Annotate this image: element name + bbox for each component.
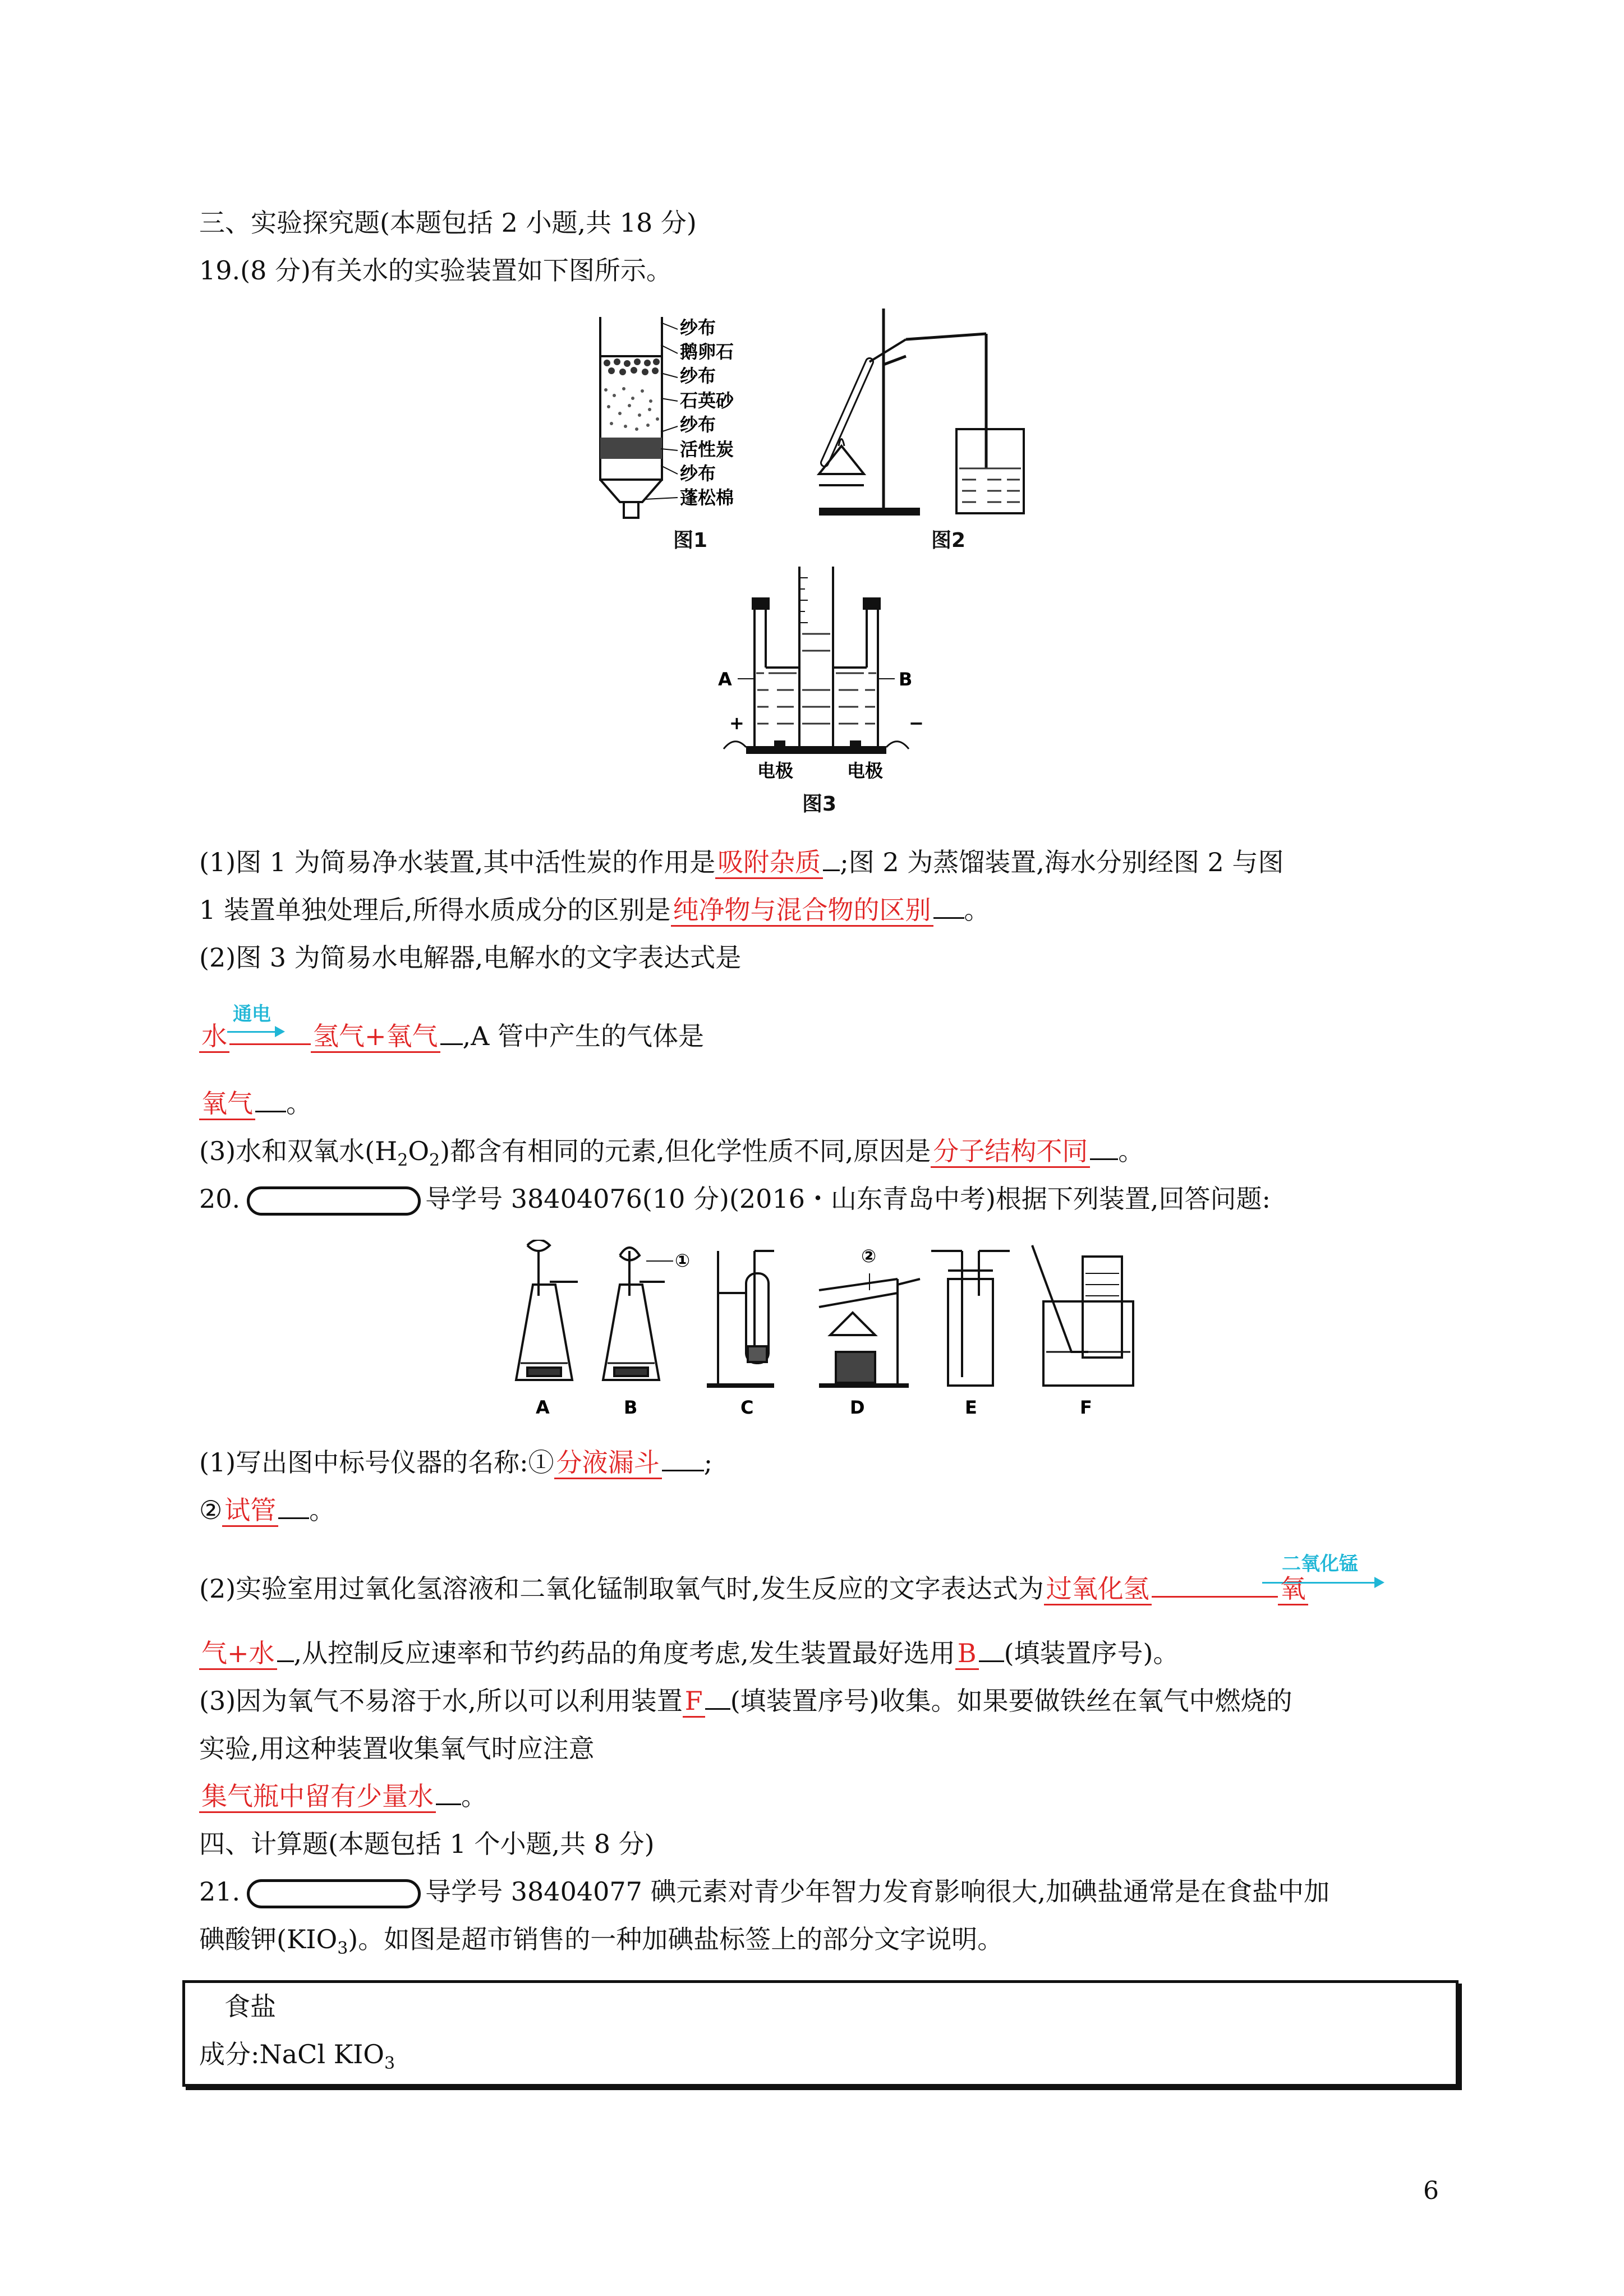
q19-part1-line1: (1)图 1 为简易净水装置,其中活性炭的作用是吸附杂质 ;图 2 为蒸馏装置,海水分别经图 2 与图	[199, 844, 1283, 880]
apparatus-mark-1: ①	[675, 1250, 691, 1271]
q20-part1-line1: (1)写出图中标号仪器的名称:①分液漏斗 ;	[199, 1444, 712, 1480]
q21-tag-pill	[247, 1879, 421, 1908]
q20-part1-line2: ②试管 。	[199, 1492, 335, 1528]
figure-apparatus-a-f	[505, 1240, 1139, 1425]
apparatus-label-e: E	[965, 1397, 977, 1418]
q20-part3-line1: (3)因为氧气不易溶于水,所以可以利用装置F (填装置序号)收集。如果要做铁丝在氧气中燃烧的	[199, 1683, 1292, 1719]
q20-part2-line2: 气+水 ,从控制反应速率和节约药品的角度考虑,发生装置最好选用B (填装置序号)。	[199, 1635, 1179, 1671]
fig1-label-1: 鹅卵石	[680, 341, 734, 362]
fig1-label-2: 纱布	[680, 365, 716, 386]
q20-part3-line3: 集气瓶中留有少量水 。	[199, 1778, 487, 1814]
q19-eq-condition: 通电	[233, 1003, 271, 1025]
figure1-water-filter	[595, 317, 785, 536]
apparatus-label-c: C	[740, 1397, 754, 1418]
q19-part1-line2: 1 装置单独处理后,所得水质成分的区别是纯净物与混合物的区别 。	[199, 892, 990, 928]
q19-eq-right: 氢气+氧气	[311, 1021, 440, 1053]
q20-answer-1: 分液漏斗	[554, 1447, 662, 1479]
fig1-label-5: 活性炭	[680, 439, 734, 460]
apparatus-label-f: F	[1080, 1397, 1092, 1418]
apparatus-label-b: B	[624, 1397, 638, 1418]
fig1-caption: 图1	[673, 529, 708, 552]
q19-answer-1: 吸附杂质	[715, 847, 823, 879]
fig3-plus: +	[729, 712, 744, 734]
q20-eq-condition: 二氧化锰	[1282, 1553, 1358, 1575]
q20-tag-pill	[247, 1186, 421, 1216]
q19-answer-3: 氧气	[199, 1088, 255, 1120]
fig3-label-b: B	[899, 669, 913, 690]
apparatus-c	[707, 1251, 774, 1386]
apparatus-d	[819, 1273, 920, 1386]
apparatus-mark-2: ②	[861, 1245, 877, 1267]
fig1-label-4: 纱布	[680, 414, 716, 435]
salt-label-ingredients: 成分:NaCl $KIO_3$	[199, 2039, 395, 2074]
q20-answer-2: 试管	[222, 1495, 278, 1527]
section3-title: 三、实验探究题(本题包括 2 小题,共 18 分)	[199, 208, 697, 238]
q19-answer-4: 分子结构不同	[931, 1136, 1090, 1168]
q20-part2-line1: (2)实验室用过氧化氢溶液和二氧化锰制取氧气时,发生反应的文字表达式为过氧化氢 氧	[199, 1571, 1308, 1607]
q19-eq-left: 水	[199, 1021, 229, 1053]
q21-stem-line2: 碘酸钾$(KIO_3)$。如图是超市销售的一种加碘盐标签上的部分文字说明。	[199, 1924, 1004, 1959]
fig2-caption: 图2	[931, 529, 966, 552]
fig3-electrode2: 电极	[847, 760, 884, 781]
q20-answer-4: F	[683, 1686, 705, 1718]
q20-eq-left: 过氧化氢	[1044, 1573, 1152, 1605]
q20-answer-3: B	[955, 1638, 979, 1670]
apparatus-label-d: D	[850, 1397, 865, 1418]
q20-eq-right2: 气+水	[199, 1638, 277, 1670]
q20-part3-line2: 实验,用这种装置收集氧气时应注意	[199, 1733, 595, 1764]
q19-stem: 19.(8 分)有关水的实验装置如下图所示。	[199, 255, 672, 286]
apparatus-f	[1032, 1245, 1133, 1386]
fig1-label-0: 纱布	[680, 317, 716, 338]
q21-stem-line1: 21. 导学号 38404077 碘元素对青少年智力发育影响很大,加碘盐通常是在食盐中加	[199, 1874, 1329, 1910]
q19-part3-line: (3)水和双氧水$(H_2O_2)$都含有相同的元素,但化学性质不同,原因是分子结构不同 。	[199, 1136, 1144, 1171]
figure3-electrolysis	[712, 567, 948, 785]
q19-part2-line2: 水 氢气+氧气 ,A 管中产生的气体是	[199, 1018, 704, 1054]
fig3-label-a: A	[718, 669, 732, 690]
apparatus-label-a: A	[536, 1397, 550, 1418]
q20-stem-line: 20. 导学号 38404076(10 分)(2016・山东青岛中考)根据下列装置,回答问题:	[199, 1181, 1271, 1217]
apparatus-b	[603, 1248, 673, 1380]
fig3-caption: 图3	[802, 793, 837, 816]
section4-title: 四、计算题(本题包括 1 个小题,共 8 分)	[199, 1829, 655, 1859]
q19-answer-2: 纯净物与混合物的区别	[671, 895, 933, 927]
fig3-electrode1: 电极	[757, 760, 794, 781]
figure2-distillation	[808, 306, 1043, 519]
q19-part2-line3: 氧气 。	[199, 1085, 312, 1121]
q20-eq-right1: 氧	[1278, 1573, 1308, 1605]
apparatus-a	[516, 1240, 578, 1380]
fig3-minus: −	[909, 712, 924, 734]
salt-label-title: 食盐	[224, 1991, 276, 2022]
fig1-label-6: 纱布	[680, 463, 716, 484]
q19-part2-line1: (2)图 3 为简易水电解器,电解水的文字表达式是	[199, 942, 742, 973]
apparatus-e	[931, 1251, 1010, 1386]
page-number: 6	[1423, 2177, 1439, 2205]
fig1-label-3: 石英砂	[680, 390, 734, 411]
fig1-label-7: 蓬松棉	[680, 487, 734, 508]
q20-answer-5: 集气瓶中留有少量水	[199, 1781, 436, 1813]
